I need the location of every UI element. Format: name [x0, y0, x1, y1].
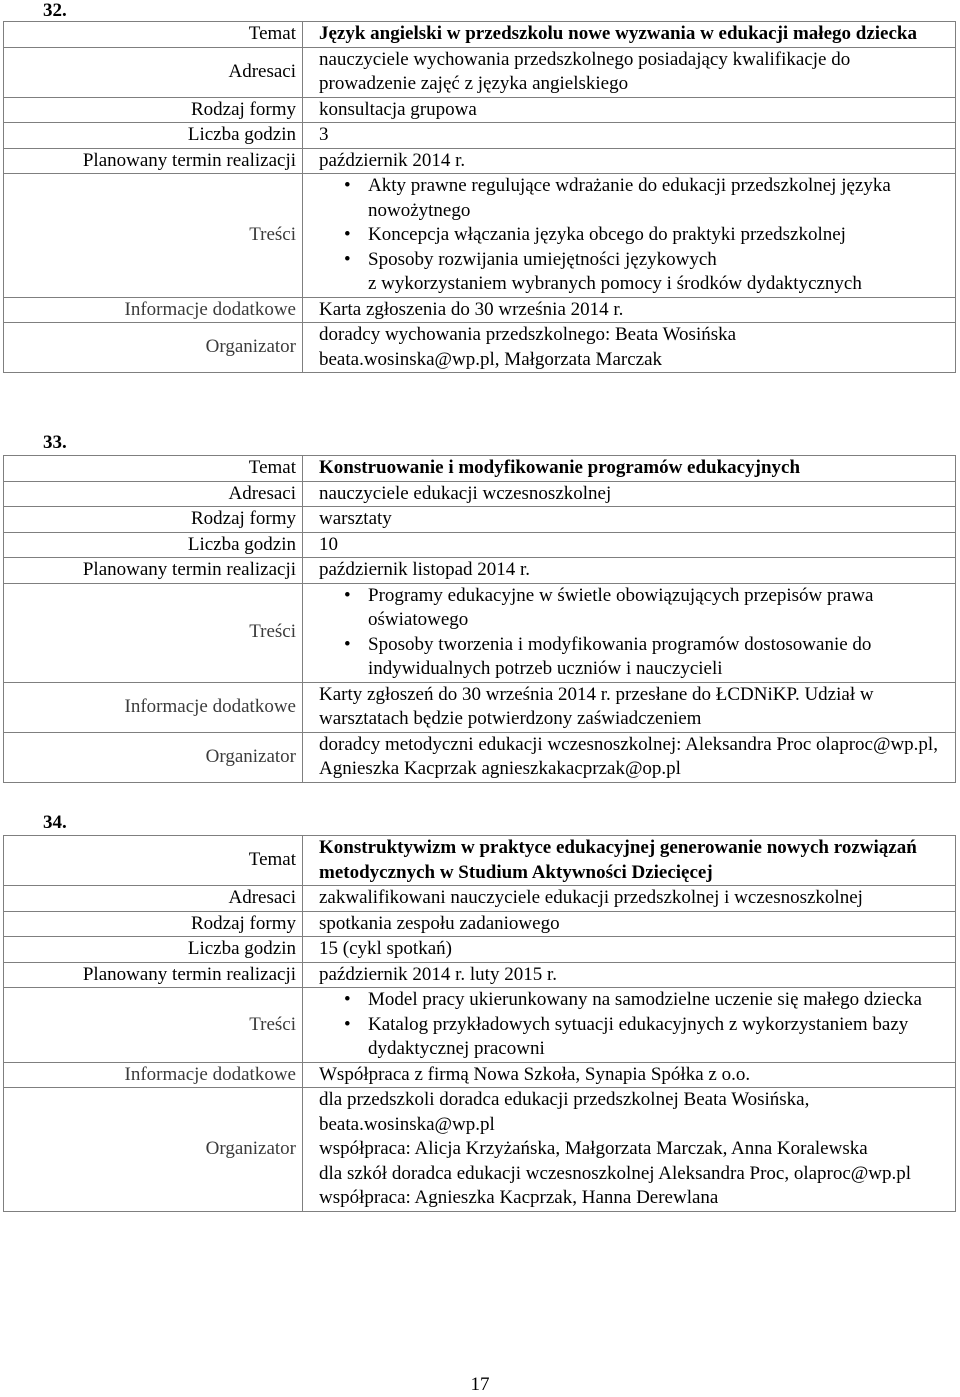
table-row	[4, 886, 956, 912]
entry-34-rodzaj-formy: spotkania zespołu zadaniowego	[303, 911, 956, 937]
list-item: • Programy edukacyjne w świetle obowiązujących przepisów prawa oświatowego	[344, 584, 951, 633]
entry-34-informacje: Współpraca z firmą Nowa Szkoła, Synapia Spółka z o.o.	[303, 1062, 956, 1088]
label-termin: Planowany termin realizacji	[4, 962, 303, 988]
label-adresaci: Adresaci	[4, 47, 303, 97]
label-termin: Planowany termin realizacji	[4, 148, 303, 174]
label-rodzaj-formy: Rodzaj formy	[4, 97, 303, 123]
table-row	[4, 682, 956, 732]
entry-32-number: 32.	[43, 0, 67, 21]
table-row	[4, 583, 956, 682]
entry-34-organizator-line: dla szkół doradca edukacji wczesnoszkolnej Aleksandra Proc, olaproc@wp.pl	[319, 1162, 912, 1184]
page-number: 17	[470, 1374, 490, 1395]
entry-33-tresci	[303, 583, 956, 682]
table-row	[4, 732, 956, 782]
table-row	[4, 507, 956, 533]
table-row	[4, 937, 956, 963]
entry-33-informacje: Karty zgłoszeń do 30 września 2014 r. przesłane do ŁCDNiKP. Udział w warsztatach będzie potwierdzony zaświadczeniem	[303, 682, 956, 732]
entry-32-organizator-line: beata.wosinska@wp.pl, Małgorzata Marczak	[319, 348, 663, 370]
entry-32-rodzaj-formy: konsultacja grupowa	[303, 97, 956, 123]
table-row	[4, 456, 956, 482]
table-row	[4, 836, 956, 886]
label-termin: Planowany termin realizacji	[4, 558, 303, 584]
label-informacje: Informacje dodatkowe	[4, 297, 303, 323]
entry-32-informacje: Karta zgłoszenia do 30 września 2014 r.	[303, 297, 956, 323]
label-tresci: Treści	[4, 174, 303, 298]
entry-34-adresaci: zakwalifikowani nauczyciele edukacji przedszkolnej i wczesnoszkolnej	[303, 886, 956, 912]
label-tresci: Treści	[4, 583, 303, 682]
label-temat: Temat	[4, 456, 303, 482]
entry-34-organizator-line: współpraca: Alicja Krzyżańska, Małgorzata Marczak, Anna Koralewska	[319, 1138, 868, 1159]
label-adresaci: Adresaci	[4, 481, 303, 507]
table-row	[4, 481, 956, 507]
entry-32-termin: październik 2014 r.	[303, 148, 956, 174]
list-item: • Akty prawne regulujące wdrażanie do edukacji przedszkolnej języka nowożytnego	[344, 174, 951, 223]
label-informacje: Informacje dodatkowe	[4, 1062, 303, 1088]
list-item: • Sposoby tworzenia i modyfikowania programów dostosowanie do indywidualnych potrzeb uczniów i nauczycieli	[344, 633, 951, 682]
list-item: • Sposoby rozwijania umiejętności językowych	[344, 248, 951, 273]
list-item: • Model pracy ukierunkowany na samodzielne uczenie się małego dziecka	[344, 988, 951, 1013]
entry-32-table	[3, 21, 956, 373]
entry-34-organizator	[303, 1088, 956, 1212]
entry-34-tresci	[303, 988, 956, 1063]
label-informacje: Informacje dodatkowe	[4, 682, 303, 732]
entry-34-liczba-godzin: 15 (cykl spotkań)	[303, 937, 956, 963]
table-row	[4, 174, 956, 298]
table-row	[4, 1088, 956, 1212]
entry-32-liczba-godzin: 3	[303, 123, 956, 149]
entry-34-temat: Konstruktywizm w praktyce edukacyjnej generowanie nowych rozwiązań metodycznych w Studium Aktywności Dziecięcej	[303, 836, 956, 886]
table-row	[4, 558, 956, 584]
table-row	[4, 148, 956, 174]
table-row	[4, 97, 956, 123]
entry-32-temat: Język angielski w przedszkolu nowe wyzwania w edukacji małego dziecka	[303, 22, 956, 48]
label-liczba-godzin: Liczba godzin	[4, 123, 303, 149]
entry-33-termin: październik listopad 2014 r.	[303, 558, 956, 584]
label-liczba-godzin: Liczba godzin	[4, 532, 303, 558]
list-item: • Koncepcja włączania języka obcego do praktyki przedszkolnej	[344, 223, 951, 248]
entry-33-liczba-godzin: 10	[303, 532, 956, 558]
label-rodzaj-formy: Rodzaj formy	[4, 507, 303, 533]
entry-32-adresaci: nauczyciele wychowania przedszkolnego posiadający kwalifikacje do prowadzenie zajęć z języka angielskiego	[303, 47, 956, 97]
label-temat: Temat	[4, 22, 303, 48]
list-item: • Katalog przykładowych sytuacji edukacyjnych z wykorzystaniem bazy dydaktycznej pracowni	[344, 1013, 951, 1062]
table-row	[4, 123, 956, 149]
table-row	[4, 532, 956, 558]
table-row	[4, 297, 956, 323]
entry-33-temat: Konstruowanie i modyfikowanie programów edukacyjnych	[303, 456, 956, 482]
entry-34-table	[3, 835, 956, 1212]
entry-33-organizator: doradcy metodyczni edukacji wczesnoszkolnej: Aleksandra Proc olaproc@wp.pl, Agnieszka Kacprzak agnieszkakacprzak@op.pl	[303, 732, 956, 782]
entry-33-rodzaj-formy: warsztaty	[303, 507, 956, 533]
table-row	[4, 22, 956, 48]
entry-33-table	[3, 455, 956, 783]
entry-34-organizator-line: dla przedszkoli doradca edukacji przedszkolnej Beata Wosińska, beata.wosinska@wp.pl	[319, 1089, 810, 1135]
label-temat: Temat	[4, 836, 303, 886]
table-row	[4, 323, 956, 373]
entry-32-organizator	[303, 323, 956, 373]
entry-34-organizator-line: współpraca: Agnieszka Kacprzak, Hanna Derewlana	[319, 1187, 719, 1208]
entry-34-number: 34.	[43, 812, 67, 833]
label-tresci: Treści	[4, 988, 303, 1063]
label-organizator: Organizator	[4, 732, 303, 782]
label-rodzaj-formy: Rodzaj formy	[4, 911, 303, 937]
entry-34-termin: październik 2014 r. luty 2015 r.	[303, 962, 956, 988]
entry-32-tresci-continuation: z wykorzystaniem wybranych pomocy i środków dydaktycznych	[368, 273, 862, 294]
entry-32-organizator-line: doradcy wychowania przedszkolnego: Beata Wosińska	[319, 324, 737, 345]
entry-33-number: 33.	[43, 432, 67, 453]
table-row	[4, 911, 956, 937]
entry-32-tresci	[303, 174, 956, 298]
table-row	[4, 962, 956, 988]
label-adresaci: Adresaci	[4, 886, 303, 912]
table-row	[4, 988, 956, 1063]
label-organizator: Organizator	[4, 1088, 303, 1212]
entry-33-adresaci: nauczyciele edukacji wczesnoszkolnej	[303, 481, 956, 507]
table-row	[4, 47, 956, 97]
table-row	[4, 1062, 956, 1088]
label-organizator: Organizator	[4, 323, 303, 373]
label-liczba-godzin: Liczba godzin	[4, 937, 303, 963]
